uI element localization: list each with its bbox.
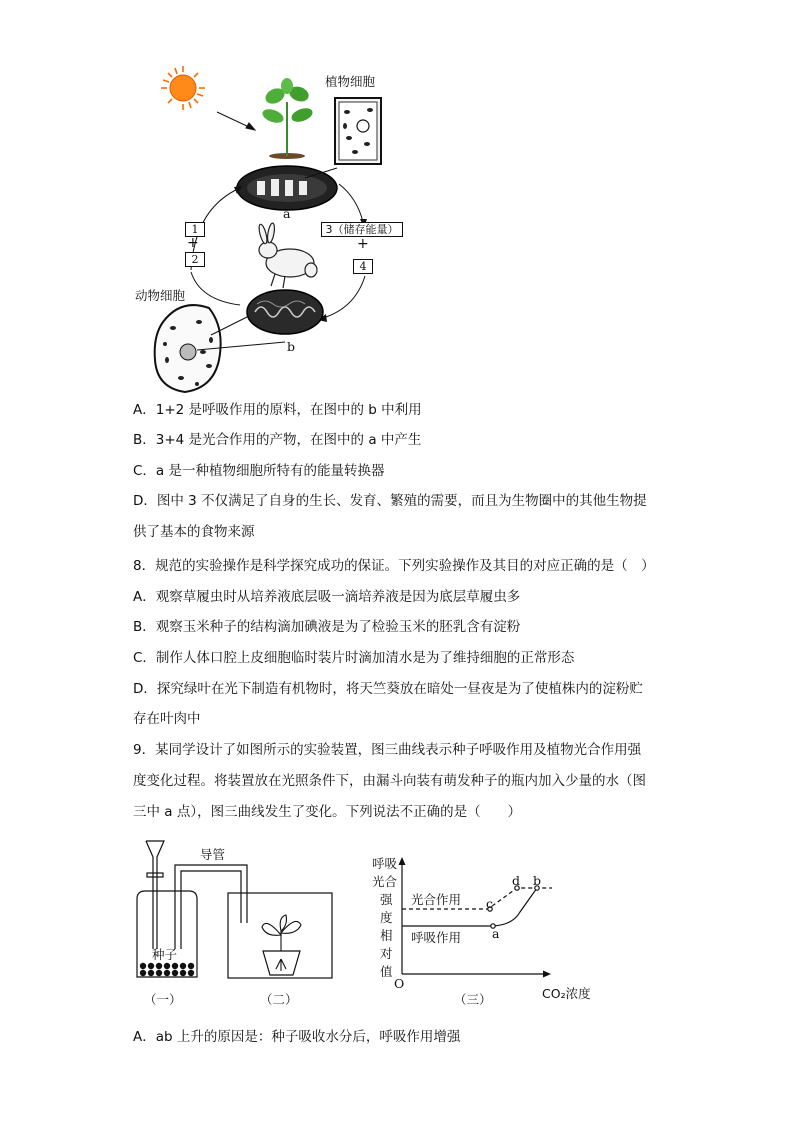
box-3: 3（储存能量）	[321, 222, 403, 237]
box-1: 1	[185, 222, 205, 237]
q7-option-d-cont: 供了基本的食物来源	[133, 524, 255, 540]
y-axis-label-3: 强	[380, 892, 393, 907]
caption-figure-3: （三）	[454, 992, 492, 1007]
y-axis-label-6: 对	[380, 946, 393, 961]
apparatus-drawing	[130, 835, 340, 1010]
y-axis-label-7: 值	[380, 964, 393, 979]
q8-option-b: B．观察玉米种子的结构滴加碘液是为了检验玉米的胚乳含有淀粉	[133, 619, 521, 635]
plus-left: +	[187, 235, 199, 251]
label-a: a	[283, 206, 291, 221]
q8-option-d-cont: 存在叶肉中	[133, 711, 201, 727]
q8-option-c: C．制作人体口腔上皮细胞临时装片时滴加清水是为了维持细胞的正常形态	[133, 650, 575, 666]
q9-stem-line-1: 9．某同学设计了如图所示的实验装置，图三曲线表示种子呼吸作用及植物光合作用强	[133, 742, 642, 758]
point-b-label: b	[533, 873, 542, 888]
q8-stem: 8．规范的实验操作是科学探究成功的保证。下列实验操作及其目的对应正确的是（ ）	[133, 558, 655, 574]
q9-stem-line-3: 三中 a 点），图三曲线发生了变化。下列说法不正确的是（ ）	[133, 804, 522, 820]
graph-points	[488, 886, 539, 928]
q7-option-a: A．1+2 是呼吸作用的原料，在图中的 b 中利用	[133, 402, 422, 418]
caption-figure-1: （一）	[144, 992, 182, 1007]
y-axis-label-5: 相	[380, 928, 393, 943]
x-axis-label: CO₂浓度	[542, 986, 591, 1001]
sunlight-arrow	[217, 112, 255, 130]
tube-label: 导管	[200, 847, 226, 862]
intensity-graph	[370, 850, 610, 1010]
q7-option-d: D．图中 3 不仅满足了自身的生长、发育、繁殖的需要，而且为生物圈中的其他生物提	[133, 493, 647, 509]
point-d-label: d	[512, 873, 521, 888]
point-a-label: a	[492, 926, 500, 941]
rabbit	[258, 223, 317, 288]
figure-energy-conversion	[125, 60, 425, 395]
seed-label: 种子	[152, 947, 178, 962]
q9-stem-line-2: 度变化过程。将装置放在光照条件下，由漏斗向装有萌发种子的瓶内加入少量的水（图	[133, 773, 646, 789]
label-b: b	[287, 339, 296, 354]
y-axis-label-2: 光合	[372, 874, 398, 889]
y-axis-label-4: 度	[380, 910, 393, 925]
caption-figure-2: （二）	[260, 992, 298, 1007]
photosynthesis-label: 光合作用	[411, 892, 462, 907]
box-4: 4	[353, 259, 373, 274]
respiration-label: 呼吸作用	[411, 930, 462, 945]
plus-right: +	[357, 236, 369, 252]
q9-option-a: A．ab 上升的原因是：种子吸收水分后，呼吸作用增强	[133, 1029, 461, 1045]
q7-option-b: B．3+4 是光合作用的产物，在图中的 a 中产生	[133, 432, 422, 448]
potted-plant	[262, 915, 301, 971]
plant-cell	[335, 98, 381, 164]
experiment-apparatus	[130, 835, 340, 1010]
plant-seedling	[261, 78, 315, 159]
sun-icon	[161, 66, 205, 110]
seeds	[140, 963, 194, 976]
q7-option-c: C．a 是一种植物细胞所特有的能量转换器	[133, 463, 385, 479]
box-2: 2	[185, 252, 205, 267]
origin-label: O	[394, 976, 405, 991]
y-axis-label-1: 呼吸	[372, 856, 398, 871]
q8-option-a: A．观察草履虫时从培养液底层吸一滴培养液是因为底层草履虫多	[133, 589, 521, 605]
animal-cell-label: 动物细胞	[135, 288, 186, 303]
mitochondrion-b	[247, 290, 323, 334]
plant-cell-label: 植物细胞	[325, 74, 376, 89]
q8-option-d: D．探究绿叶在光下制造有机物时，将天竺葵放在暗处一昼夜是为了使植株内的淀粉贮	[133, 681, 643, 697]
point-c-label: c	[486, 896, 494, 911]
